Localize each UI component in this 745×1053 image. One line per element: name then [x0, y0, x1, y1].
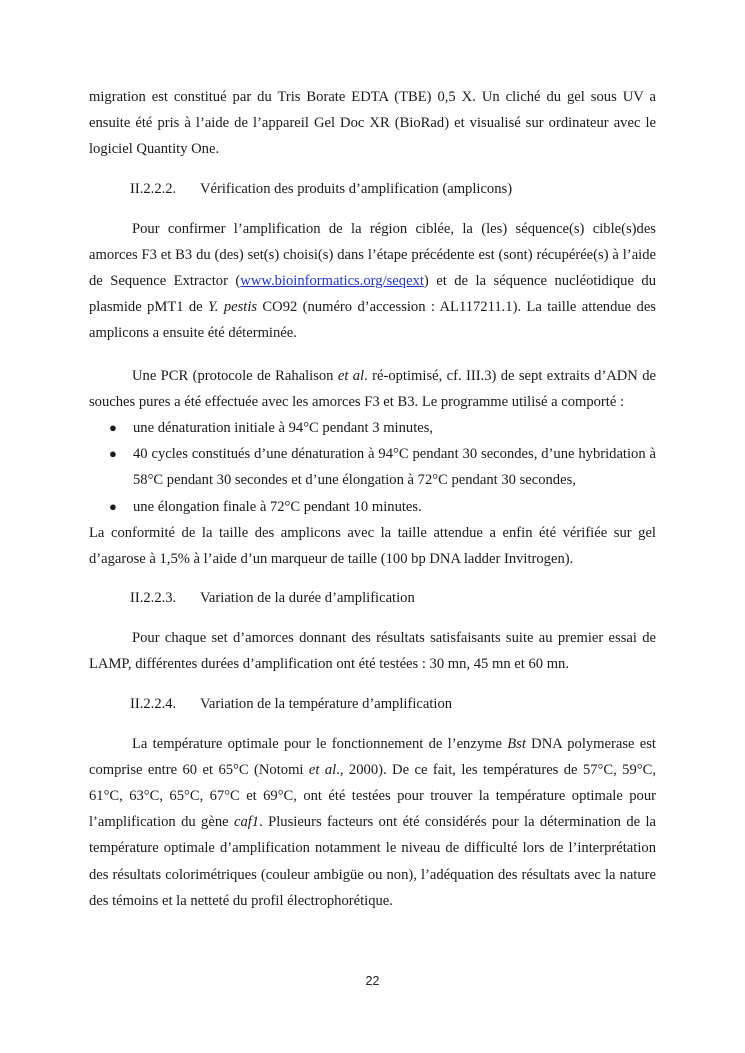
bullet-icon: ●: [109, 420, 117, 436]
seqext-link[interactable]: www.bioinformatics.org/seqext: [240, 273, 424, 290]
paragraph-amplicon-confirmation: [89, 216, 656, 347]
paragraph-size-conformity: [89, 520, 656, 572]
species-name: Y. pestis: [208, 299, 258, 316]
section-title: Variation de la température d’amplification: [200, 695, 453, 712]
list-item-text: une dénaturation initiale à 94°C pendant 3 minutes,: [133, 420, 434, 437]
section-heading-verification: [89, 176, 656, 202]
paragraph-text: La conformité de la taille des amplicons avec la taille attendue a enfin été vérifiée sur gel d’agarose à 1,5% à l’aide d’un marqueur de taille (100 bp DNA ladder Invitrogen).: [89, 524, 656, 568]
bullet-icon: ●: [109, 446, 117, 462]
section-number: II.2.2.4.: [130, 695, 177, 712]
bullet-icon: ●: [109, 498, 117, 514]
paragraph-text: . Plusieurs facteurs ont été considérés pour la détermination de la température optimale d’amplification notamment le niveau de difficulté lors de l’interprétation des résultats colorimétriques (couleur ambigüe ou non), l’adéquation des résultats avec la nature des témoins et la netteté du profil électrophorétique.: [89, 814, 656, 909]
pcr-program-list: [89, 415, 656, 520]
section-title: Variation de la durée d’amplification: [200, 590, 415, 607]
gene-name: caf1: [233, 814, 260, 831]
paragraph-text: CO92 (numéro d’accession : AL117211.1). La taille attendue des amplicons a ensuite été déterminée.: [89, 299, 656, 342]
section-number: II.2.2.3.: [130, 590, 177, 607]
paragraph-text: ., 2000). De ce fait, les températures de 57°C, 59°C, 61°C, 63°C, 65°C, 67°C et 69°C, ont été testées pour trouver la température optimale pour l’amplification du gène: [89, 761, 656, 831]
paragraph-text: Une PCR (protocole de Rahalison: [132, 367, 338, 384]
paragraph-text: Pour confirmer l’amplification de la région ciblée, la (les) séquence(s) cible(s)des amorces F3 et B3 du (des) set(s) choisi(s) dans l’étape précédente est (sont) récupérée(s) à l’aide de Sequence Extractor (: [89, 220, 656, 290]
paragraph-amplification-duration: [89, 625, 656, 677]
section-heading-temperature: [89, 691, 656, 717]
paragraph-text: DNA polymerase est comprise entre 60 et 65°C (Notomi: [89, 735, 656, 778]
list-item-text: une élongation finale à 72°C pendant 10 minutes.: [133, 498, 422, 515]
list-item: [89, 494, 656, 520]
paragraph-pcr-protocol: [89, 363, 656, 415]
paragraph-amplification-temperature: [89, 731, 656, 914]
citation-etal: et al: [308, 761, 337, 778]
page-number: 22: [365, 974, 380, 988]
paragraph-gel-imaging: [89, 84, 656, 163]
list-item: [89, 415, 656, 441]
list-item: [89, 441, 656, 493]
list-item-text: 40 cycles constitués d’une dénaturation à 94°C pendant 30 secondes, d’une hybridation à 58°C pendant 30 secondes et d’une élongation à 72°C pendant 30 secondes,: [133, 446, 656, 489]
paragraph-text: migration est constitué par du Tris Borate EDTA (TBE) 0,5 X. Un cliché du gel sous UV a ensuite été pris à l’aide de l’appareil Gel Doc XR (BioRad) et visualisé sur ordinateur avec le logiciel Quantity One.: [89, 89, 656, 158]
paragraph-text: La température optimale pour le fonctionnement de l’enzyme: [132, 735, 508, 752]
section-number: II.2.2.2.: [130, 180, 177, 197]
enzyme-name: Bst: [507, 735, 526, 752]
paragraph-text: . ré-optimisé, cf. III.3) de sept extraits d’ADN de souches pures a été effectuée avec les amorces F3 et B3. Le programme utilisé a comporté :: [89, 367, 656, 410]
paragraph-text: Pour chaque set d’amorces donnant des résultats satisfaisants suite au premier essai de LAMP, différentes durées d’amplification ont été testées : 30 mn, 45 mn et 60 mn.: [89, 630, 656, 673]
paragraph-text: ) et de la séquence nucléotidique du plasmide pMT1 de: [89, 273, 656, 316]
citation-etal: et al: [337, 367, 365, 384]
section-heading-duration: [89, 585, 656, 611]
section-title: Vérification des produits d’amplification (amplicons): [200, 180, 513, 197]
document-page: [89, 84, 656, 914]
